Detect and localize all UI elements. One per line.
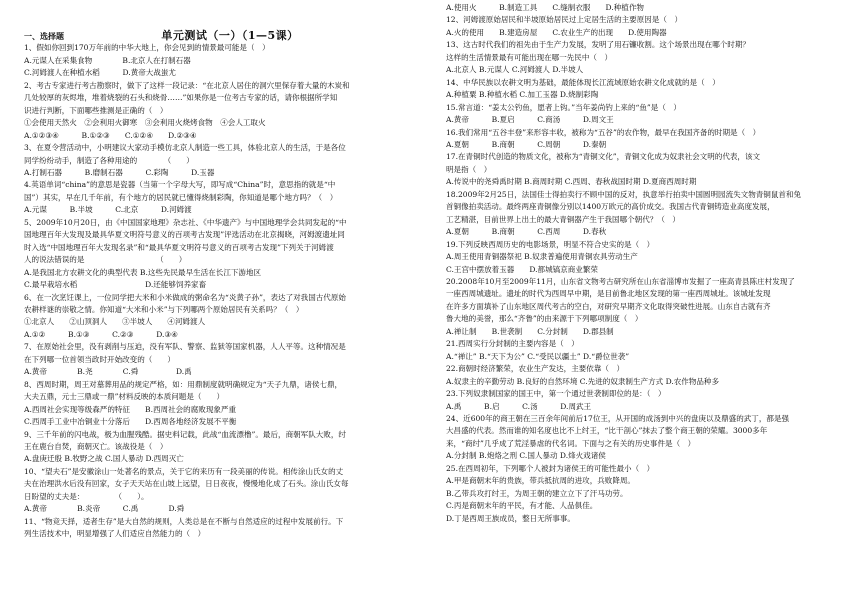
question-line: 农耕样谜的崇敬之情。你知道“大米和小米”与下列哪两个原始居民有关系吗？（ ） [24, 304, 304, 314]
question-line: ①会使用天然火 ②会利用火御寒 ③会利用火烧烤食物 ④会人工取火 [24, 118, 266, 128]
question-line: 列生活技术中，明显增强了人们适应自然能力的（ ） [24, 529, 206, 539]
question-line: 5、2009年10月20日，由《中国国家地理》杂志社、《中华遗产》与中国地理学会共同发起的“中 [24, 217, 347, 227]
question-line: 2、考古专家进行考古勘察时，做下了这样一段记录：“在北京人居住的洞穴里保存着大量的木炭和 [24, 80, 350, 90]
question-line: A.黄帝 B.尧 C.舜 D.禹 [24, 367, 192, 377]
question-line: 21.西周实行分封制的主要内容是（ ） [446, 339, 579, 349]
question-line: A.盘庚迁殷 B.牧野之战 C.国人暴动 D.西周灭亡 [24, 454, 184, 464]
question-line: 1、假如你回到170万年前的中华大地上，你会见到的情景最可能是（ ） [24, 43, 270, 53]
question-line: A.周王使用青铜器祭祀 B.奴隶普遍使用青铜农具劳动生产 [446, 252, 638, 262]
question-line: 23.下列奴隶制国家的国王中，第一个通过世袭制即位的是：（ ） [446, 389, 666, 399]
left-column [24, 30, 426, 541]
question-line: A.禹 B.启 C.汤 D.周武王 [446, 401, 592, 411]
question-line: C.王宫中摆放着玉器 D.都城镐京商业繁荣 [446, 264, 598, 274]
question-line: 25.在西周初年，下列哪个人被封为诸侯王的可能性最小（ ） [446, 463, 655, 473]
question-line: 18.2009年2月25日，法国佳士得拍卖行不顾中国的反对，执意举行拍卖中国圆明园流失文物青铜鼠首和兔 [446, 189, 802, 199]
question-line: 在许多方面填补了山东地区周代考古的空白，对研究早期齐文化取得突破性进展。山东自古就有齐 [446, 301, 771, 311]
question-line: A.元谋 B.半坡 C.北京 D.河姆渡 [24, 205, 192, 215]
question-line: 19.下列反映西周历史的电影场景，明显不符合史实的是（ ） [446, 239, 655, 249]
question-line: 鲁大地的美誉，那么“齐鲁”的由来源于下列哪项制度（ ） [446, 314, 643, 324]
question-line: D.丁是西周王族成员，整日无所事事。 [446, 513, 575, 523]
question-line: 工艺精湛，目前世界上出土的最大青铜器产生于我国哪个朝代？（ ） [446, 214, 680, 224]
question-line: A.甲是商朝末年的贵族，带兵抵抗周的进攻，兵败降周。 [446, 476, 635, 486]
question-line: 16.我们常用“五谷丰登”来形容丰收，被称为“五谷”的农作物，最早在我国齐备的时期是（ ） [446, 127, 761, 137]
question-line: A.①②③④ B.①②③ C.①②④ D.②③④ [24, 130, 197, 140]
question-line: 明是指（ ） [446, 164, 492, 174]
question-line: 同学纷纷动手，制造了各种用途的 （ ） [24, 155, 194, 165]
question-line: 大昌盛的代表。然而谁的知名度也比不上纣王，“比干剖心”抹去了整个商王朝的荣耀。3000多年 [446, 426, 768, 436]
question-line: A.西周社会实现等级森严的特征 B.西周社会的腐败现象严重 [24, 404, 237, 414]
right-column [446, 2, 848, 525]
question-line: 大夫五鼎，元士三鼎或一鼎”材料反映的本质问题是（ ） [24, 392, 225, 402]
question-line: A.夏朝 B.商朝 C.周朝 D.秦朝 [446, 139, 607, 149]
question-line: 国地理百年大发现及最具华夏文明符号意义的百项考古发现”评选活动在北京揭晓，河姆渡遗址同 [24, 230, 345, 240]
left-column-body [24, 42, 426, 540]
question-line: 22.商朝时经济繁荣，农业生产发达，主要依靠（ ） [446, 364, 625, 374]
question-line: B.乙带兵攻打纣王，为周王朝的建立立下了汗马功劳。 [446, 488, 628, 498]
question-line: 9、三千年前的闪电战，极为血腥残酷。据史料记载，此战“血流漂橹”。最后，商朝军队大败，纣 [24, 429, 346, 439]
question-line: A.黄帝 B.夏启 C.商汤 D.周文王 [446, 115, 614, 125]
question-line: A.种植粟 B.种植水稻 C.加工玉器 D.烧制彩陶 [446, 90, 599, 100]
question-line: 时入选“中国地理百年大发现名录”和“最具华夏文明符号意义的百项考古发现”下列关于河姆渡 [24, 242, 334, 252]
question-line: A.是我国北方农耕文化的典型代表 B.这些先民最早生活在长江下游地区 [24, 267, 262, 277]
question-line: 6、在一次烹饪课上，一位同学把大米和小米做成的粥命名为“炎黄子孙”，表达了对我国古代原始 [24, 292, 346, 302]
question-line: 15.常言道：“姜太公钓鱼，愿者上钩。”当年姜尚钓上来的“鱼”是（ ） [446, 102, 681, 112]
question-line: ①北京人 ②山顶洞人 ③半坡人 ④河姆渡人 [24, 317, 206, 327]
question-line: 24、近600年的商王朝在三百余年间前后17位王，从开国的成汤到中兴的盘庚以及鼎盛的武丁，都是强 [446, 413, 790, 423]
question-line: A.分封制 B.炮烙之刑 C.国人暴动 D.烽火戏诸侯 [446, 451, 606, 461]
question-line: 11、“物竞天择，适者生存”是大自然的规则，人类总是在不断与自然适应的过程中发展前行。下 [24, 516, 344, 526]
question-line: 国”）其实，早在几千年前，有个地方的居民就已懂得烧制彩陶，你知道是哪个地方吗？（ ） [24, 192, 338, 202]
question-line: 14、中华民族以农耕文明为基础，最能体现长江流域原始农耕文化成就的是（ ） [446, 77, 720, 87]
question-line: A.奴隶主的辛勤劳动 B.良好的自然环境 C.先进的奴隶制生产方式 D.农作物品种多 [446, 376, 720, 386]
question-line: 夫在治理洪水后没有回家，女子天天站在山坡上远望，日日夜夜，慢慢地化成了石头。涂山氏女每 [24, 479, 349, 489]
question-line: 首铜像拍卖活动。最终两座青铜像分别以1400万欧元的高价成交。我国古代青铜铸造业高度发展， [446, 202, 775, 212]
question-line: C.最早栽培水稻 D.还能够饲养家畜 [24, 280, 207, 290]
question-line: 这样的生活情景最有可能出现在哪一先民中（ ） [446, 52, 613, 62]
question-line: A.使用火 B.制造工具 C.缝制衣服 D.种植作物 [446, 3, 644, 12]
question-line: A.黄帝 B.炎帝 C.禹 D.舜 [24, 504, 185, 514]
question-line: A.火的使用 B.建造房屋 C.农业生产的出现 D.使用陶器 [446, 27, 667, 37]
question-line: A.“禅让” B.“天下为公” C.“受民以疆土” D.“爵位世袭” [446, 351, 630, 361]
question-line: C.丙是商朝末年的平民，有才能、人品俱佳。 [446, 501, 598, 511]
question-line: 人的说法错误的是 （ ） [24, 255, 187, 265]
question-line: 几处较厚的灰烬堆，堆着烧裂的石头和烧骨……”如果你是一位考古专家的话，请你根据所学知 [24, 93, 338, 103]
question-line: C.西周手工业中冶铜业十分落后 D.西周各地经济发展不平衡 [24, 417, 237, 427]
question-line: A.①② B.①③ C.②③ D.③④ [24, 329, 178, 339]
question-line: C.河姆渡人在种植水稻 D.黄帝大战蚩尤 [24, 68, 176, 78]
question-line: 3、在夏令营活动中，小明建议大家动手模仿北京人制造一些工具，体验北京人的生活，于是各位 [24, 143, 346, 153]
page-title: 单元测试（一）（1—5课） [161, 29, 299, 42]
question-line: A.禅让制 B.世袭制 C.分封制 D.郡县制 [446, 326, 614, 336]
question-line: 12、河姆渡原始居民和半坡原始居民过上定居生活的主要原因是（ ） [446, 15, 683, 25]
question-line: A.北京人 B.元谋人 C.河姆渡人 D.半坡人 [446, 65, 584, 75]
question-line: A.夏朝 B.商朝 C.西周 D.春秋 [446, 227, 607, 237]
question-line: 8、西周时期，周王对墓葬用品的规定严格，如：用鼎制度就明确规定为“天子九鼎，诸侯七鼎， [24, 379, 343, 389]
question-line: A.元谋人在采集食物 B.北京人在打制石器 [24, 55, 191, 65]
question-line: 13、这古时代我们的祖先由于生产力发展，发明了用石镰收割。这个场景出现在哪个时期？ [446, 40, 750, 50]
question-line: 识进行判断，下面哪些推测是正确的（ ） [24, 105, 168, 115]
question-line: 7、在原始社会里，没有剥削与压迫，没有军队、警察、监狱等国家机器，人人平等。这种情况是 [24, 342, 346, 352]
question-line: 王在鹿台自焚，商朝灭亡。该战役是（ ） [24, 441, 168, 451]
question-line: A.传说中的尧舜禹时期 B.商周时期 C.西周、春秋战国时期 D.夏商西周时期 [446, 177, 697, 187]
question-line: 日盼望的丈夫是： （ ）。 [24, 491, 149, 501]
section-title: 一、选择题 [24, 31, 64, 41]
question-line: 一座西周城遗址。遗址的时代为西周早中期，是目前鲁北地区发现的第一座西周城址。该城址发现 [446, 289, 771, 299]
question-line: 来，“商纣”几乎成了荒淫暴虐的代名词。下面与之有关的历史事件是（ ） [446, 438, 696, 448]
question-line: 20.2008年10月至2009年11月，山东省文物考古研究所在山东省淄博市发掘了一座高青县陈庄村发现了 [446, 276, 795, 286]
question-line: 在下列哪一位首领当政时开始改变的（ ） [24, 354, 175, 364]
question-line: 4.英语单词“china”的意思是瓷器（当第一个字母大写，即写成“China”时，意思指的就是“中 [24, 180, 336, 190]
question-line: 10、“望夫石”是安徽涂山一处著名的景点，关于它的来历有一段美丽的传说。相传涂山氏女的丈 [24, 466, 344, 476]
question-line: A.打制石器 B.磨制石器 C.彩陶 D.玉器 [24, 167, 215, 177]
right-column-body [446, 2, 848, 525]
question-line: 17.在青铜时代创造的物质文化，被称为“青铜文化”，青铜文化成为奴隶社会文明的代表，该文 [446, 152, 761, 162]
